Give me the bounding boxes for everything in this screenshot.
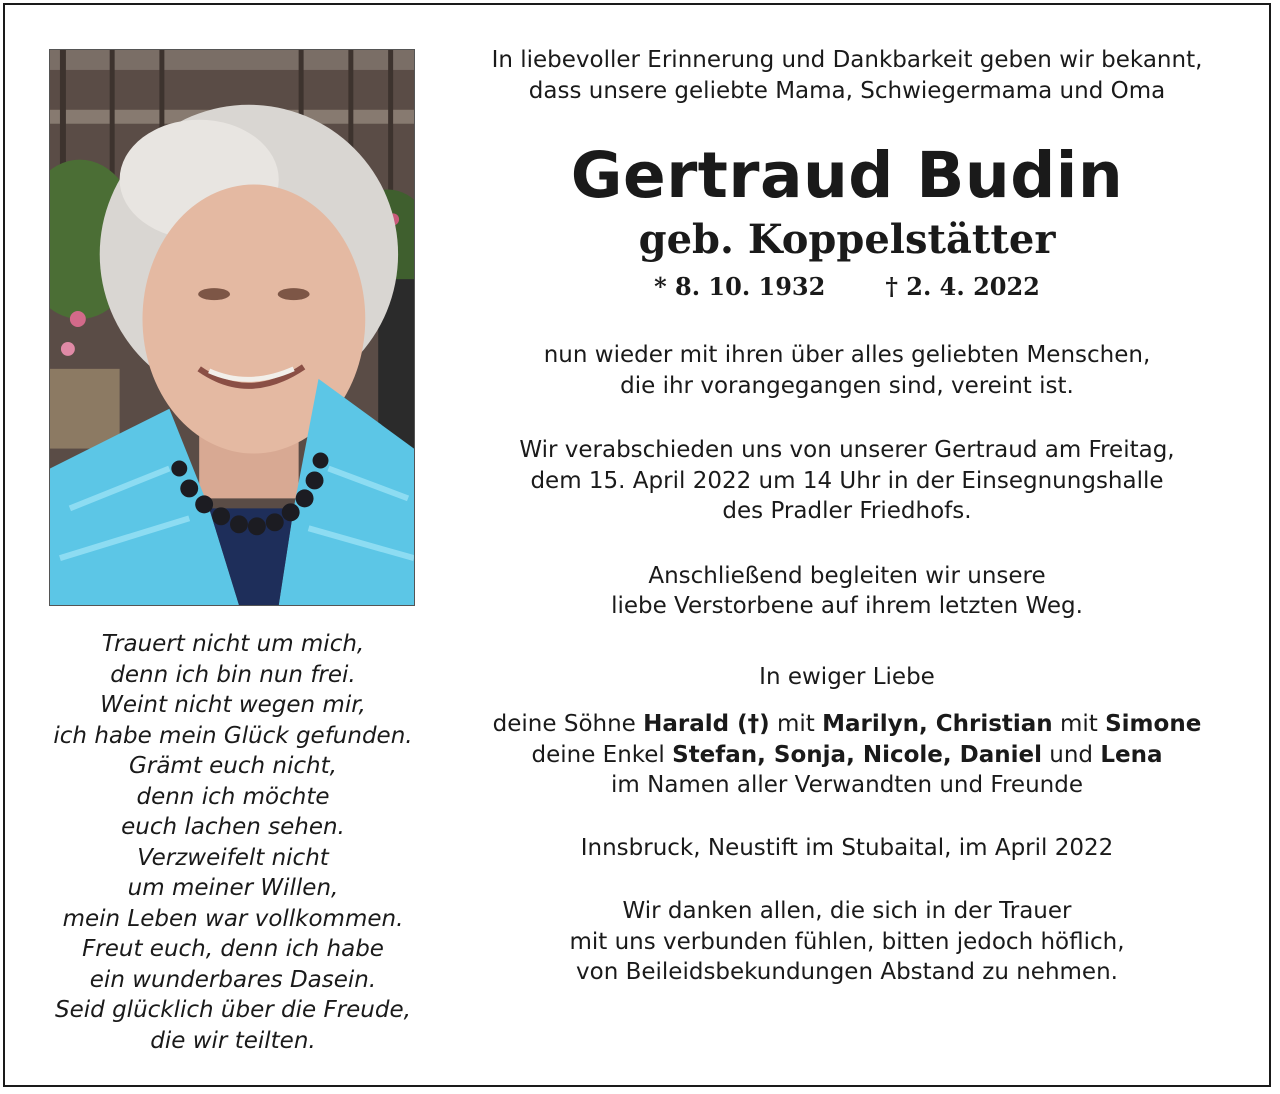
reunion-line: nun wieder mit ihren über alles geliebten Menschen, <box>543 342 1151 368</box>
place-date-line: Innsbruck, Neustift im Stubaital, im April 2022 <box>580 834 1114 861</box>
poem <box>5 629 461 1056</box>
intro-text <box>445 45 1249 106</box>
poem-line: mein Leben war vollkommen. <box>62 905 404 932</box>
funeral-line: Wir verabschieden uns von unserer Gertraud am Freitag, <box>519 437 1175 463</box>
family-names: Marilyn, Christian <box>822 711 1053 737</box>
closing-line: In ewiger Liebe <box>759 663 935 690</box>
poem-line: ich habe mein Glück gefunden. <box>53 722 413 749</box>
life-dates <box>445 272 1249 302</box>
sons-line <box>445 709 1249 740</box>
funeral-line: dem 15. April 2022 um 14 Uhr in der Einsegnungshalle <box>530 467 1164 494</box>
connector: mit <box>769 711 823 737</box>
funeral-line: des Pradler Friedhofs. <box>722 498 972 524</box>
notice-text <box>445 45 1249 988</box>
connector: mit <box>1052 711 1106 737</box>
burial-line: liebe Verstorbene auf ihrem letzten Weg. <box>611 593 1083 619</box>
sons-prefix: deine Söhne <box>492 711 644 737</box>
connector: und <box>1041 741 1101 768</box>
burial-text <box>445 561 1249 622</box>
son-name: Harald (†) <box>643 711 770 737</box>
deceased-name: Gertraud Budin <box>570 139 1124 212</box>
poem-line: Grämt euch nicht, <box>129 753 337 779</box>
grandchildren-line <box>445 740 1249 771</box>
burial-line: Anschließend begleiten wir unsere <box>648 562 1046 589</box>
grandchildren-prefix: deine Enkel <box>531 741 673 768</box>
birth-date: * 8. 10. 1932 <box>654 272 826 301</box>
portrait-illustration <box>50 50 414 605</box>
poem-line: Weint nicht wegen mir, <box>100 692 366 718</box>
poem-line: Trauert nicht um mich, <box>101 631 365 657</box>
poem-line: denn ich bin nun frei. <box>110 661 356 688</box>
reunion-text <box>445 340 1249 401</box>
thanks-text <box>445 896 1249 988</box>
poem-line: euch lachen sehen. <box>121 814 345 840</box>
intro-line: dass unsere geliebte Mama, Schwiegermama und Oma <box>528 77 1166 104</box>
intro-line: In liebevoller Erinnerung und Dankbarkeit geben wir bekannt, <box>491 47 1203 73</box>
poem-line: Freut euch, denn ich habe <box>82 936 384 962</box>
poem-line: Verzweifelt nicht <box>137 844 329 871</box>
funeral-text <box>445 435 1249 527</box>
portrait-photo <box>49 49 415 606</box>
poem-line: um meiner Willen, <box>127 875 339 901</box>
thanks-line: von Beileidsbekundungen Abstand zu nehmen. <box>576 959 1118 985</box>
poem-line: ein wunderbares Dasein. <box>89 966 377 993</box>
family-names: Simone <box>1105 711 1202 737</box>
thanks-line: Wir danken allen, die sich in der Trauer <box>622 898 1072 924</box>
maiden-name: geb. Koppelstätter <box>638 216 1056 263</box>
poem-line: Seid glücklich über die Freude, <box>55 997 411 1023</box>
place-date <box>445 833 1249 864</box>
poem-line: denn ich möchte <box>136 783 330 810</box>
grandchild-name: Lena <box>1100 741 1163 768</box>
closing-text <box>445 662 1249 693</box>
others-line: im Namen aller Verwandten und Freunde <box>611 772 1083 798</box>
grandchildren-names: Stefan, Sonja, Nicole, Daniel <box>672 741 1042 768</box>
death-date: † 2. 4. 2022 <box>885 272 1040 301</box>
thanks-line: mit uns verbunden fühlen, bitten jedoch höflich, <box>569 928 1125 955</box>
reunion-line: die ihr vorangegangen sind, vereint ist. <box>620 372 1074 399</box>
poem-line: die wir teilten. <box>150 1027 316 1054</box>
family-text <box>445 709 1249 801</box>
obituary-notice <box>3 3 1271 1087</box>
